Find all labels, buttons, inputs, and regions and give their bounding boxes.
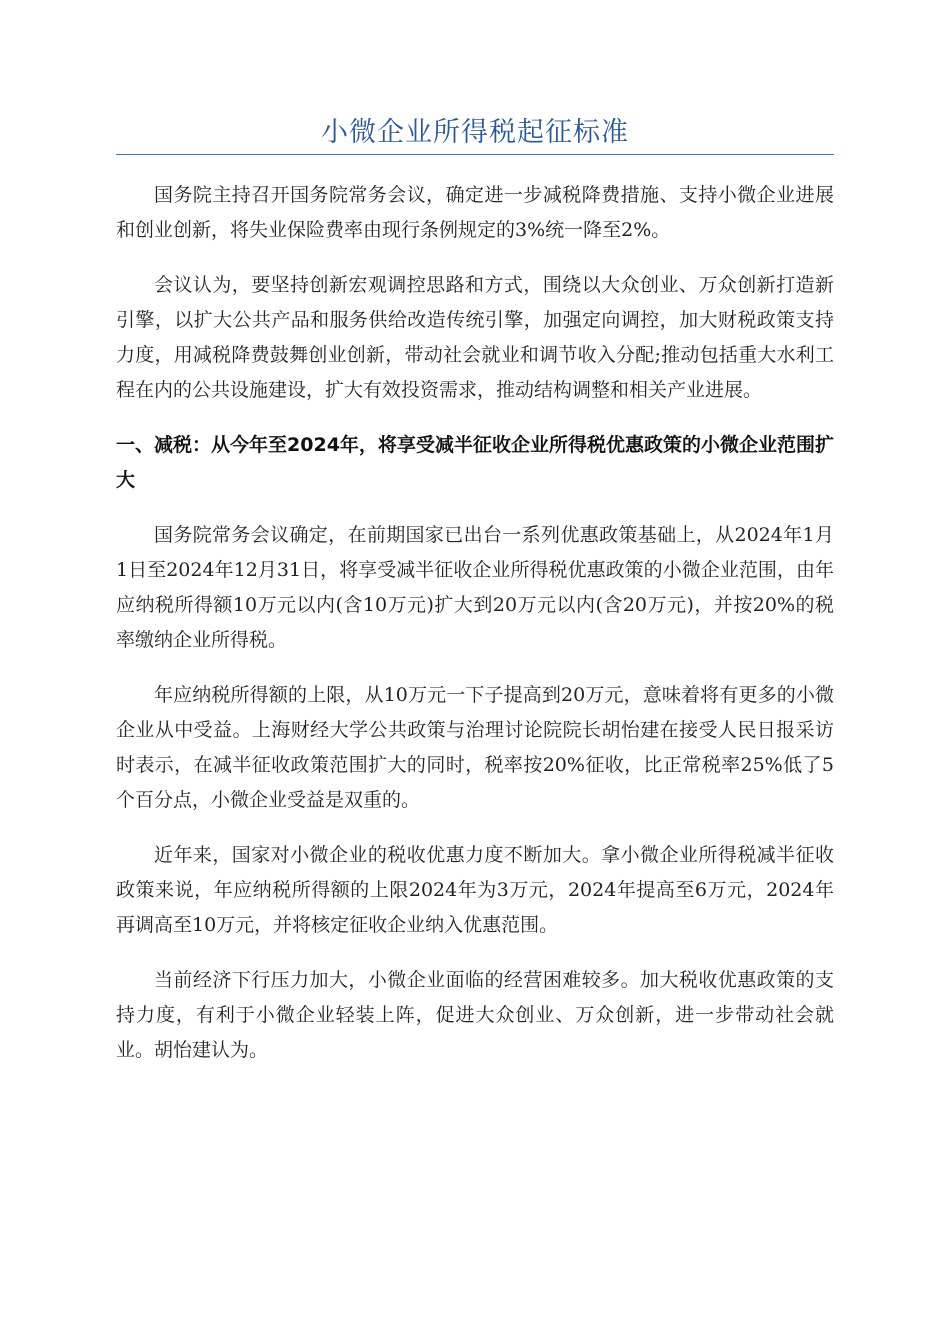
- title-underline: [116, 154, 834, 155]
- document-title: 小微企业所得税起征标准: [321, 117, 629, 148]
- document-body: [116, 178, 834, 1088]
- document-page: [116, 0, 834, 1344]
- paragraph-outlook: 当前经济下行压力加大，小微企业面临的经营困难较多。加大税收优惠政策的支持力度，有利于小微企业轻装上阵，促进大众创业、万众创新，进一步带动社会就业。胡怡建认为。: [116, 969, 834, 1061]
- paragraph-policy: 国务院常务会议确定，在前期国家已出台一系列优惠政策基础上，从2024年1月1日至2024年12月31日，将享受减半征收企业所得税优惠政策的小微企业范围，由年应纳税所得额10万元以内(含10万元)扩大到20万元以内(含20万元)，并按20%的税率缴纳企业所得税。: [116, 524, 834, 651]
- paragraph-history: 近年来，国家对小微企业的税收优惠力度不断加大。拿小微企业所得税减半征收政策来说，年应纳税所得额的上限2024年为3万元，2024年提高至6万元，2024年再调高至10万元，并将核定征收企业纳入优惠范围。: [116, 844, 834, 936]
- paragraph-meeting: 会议认为，要坚持创新宏观调控思路和方式，围绕以大众创业、万众创新打造新引擎，以扩大公共产品和服务供给改造传统引擎，加强定向调控，加大财税政策支持力度，用减税降费鼓舞创业创新，带动社会就业和调节收入分配;推动包括重大水利工程在内的公共设施建设，扩大有效投资需求，推动结构调整和相关产业进展。: [116, 274, 834, 401]
- paragraph-threshold: 年应纳税所得额的上限，从10万元一下子提高到20万元，意味着将有更多的小微企业从中受益。上海财经大学公共政策与治理讨论院院长胡怡建在接受人民日报采访时表示，在减半征收政策范围扩大的同时，税率按20%征收，比正常税率25%低了5个百分点，小微企业受益是双重的。: [116, 684, 834, 811]
- section-heading: 一、减税：从今年至2024年，将享受减半征收企业所得税优惠政策的小微企业范围扩大: [116, 434, 834, 491]
- paragraph-intro: 国务院主持召开国务院常务会议，确定进一步减税降费措施、支持小微企业进展和创业创新，将失业保险费率由现行条例规定的3%统一降至2%。: [116, 184, 834, 241]
